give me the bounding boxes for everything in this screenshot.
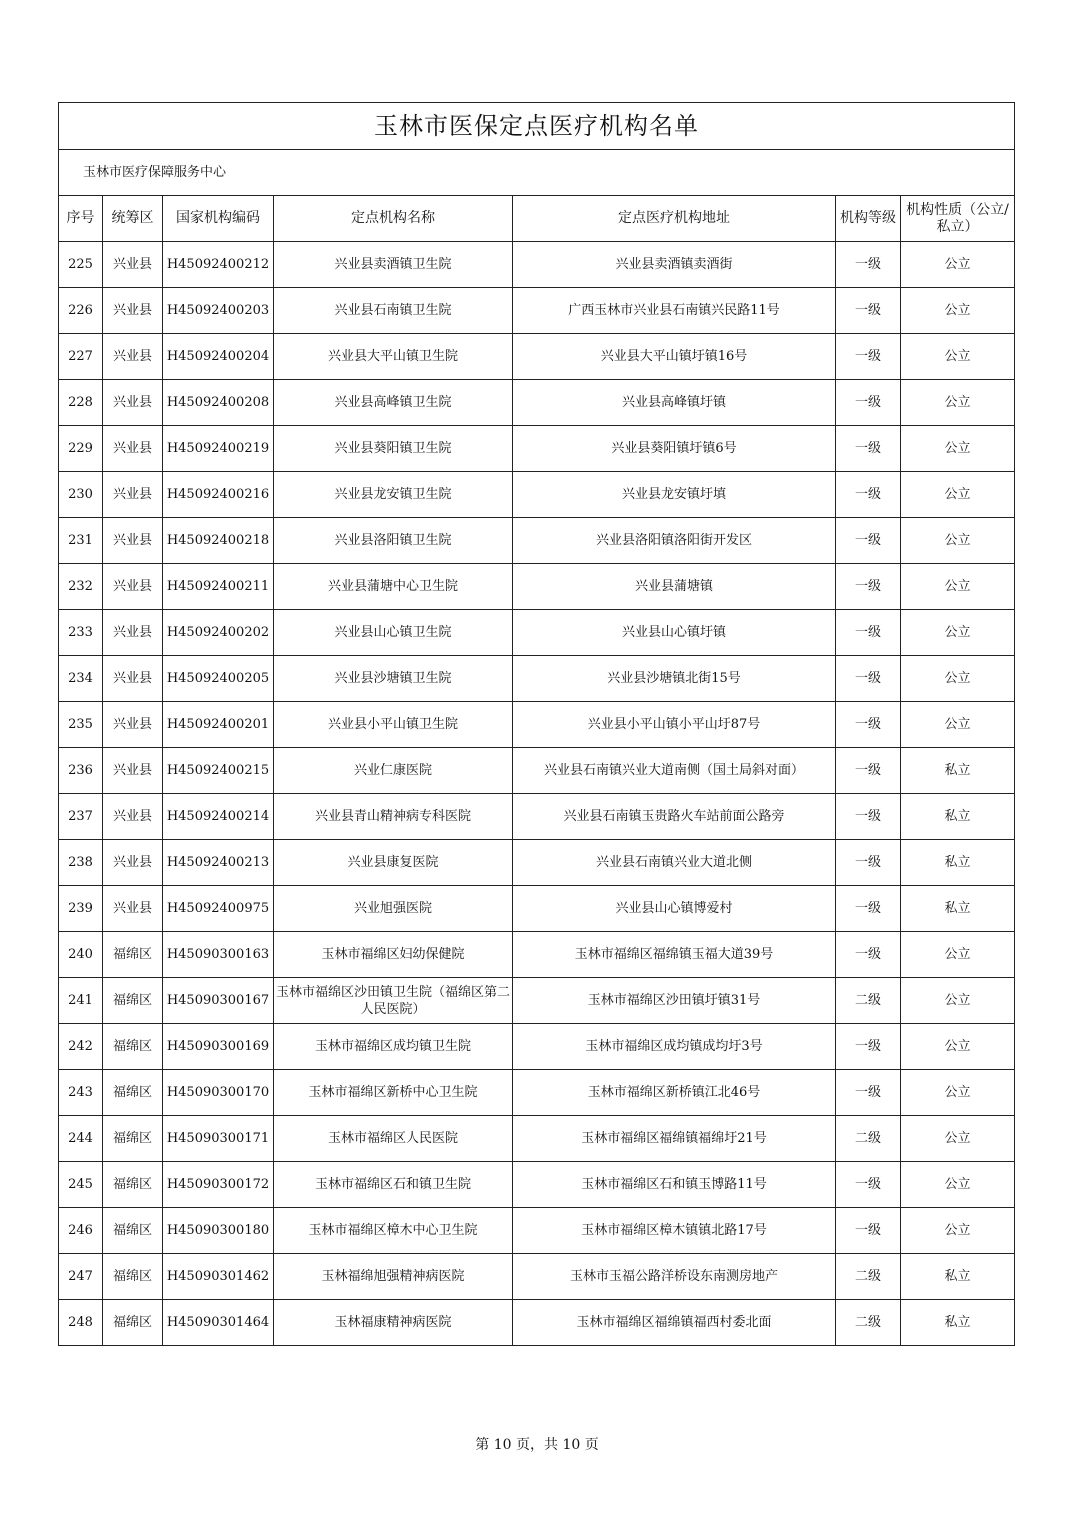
table-row bbox=[59, 1116, 1015, 1162]
table-cell: 公立 bbox=[901, 380, 1015, 426]
header-cell: 统筹区 bbox=[103, 196, 163, 242]
table-row bbox=[59, 564, 1015, 610]
table-cell: H45092400215 bbox=[163, 748, 274, 794]
table-cell: 228 bbox=[59, 380, 103, 426]
header-cell: 机构性质（公立/私立） bbox=[901, 196, 1015, 242]
table-cell: H45090300180 bbox=[163, 1208, 274, 1254]
table-cell: 兴业县山心镇博爱村 bbox=[513, 886, 836, 932]
table-cell: 一级 bbox=[836, 702, 901, 748]
table-row bbox=[59, 334, 1015, 380]
table-cell: 兴业县蒲塘镇 bbox=[513, 564, 836, 610]
table-cell: 福绵区 bbox=[103, 1300, 163, 1346]
table-row bbox=[59, 380, 1015, 426]
table-row bbox=[59, 702, 1015, 748]
table-cell: 兴业县洛阳镇洛阳街开发区 bbox=[513, 518, 836, 564]
table-cell: 兴业县小平山镇小平山圩87号 bbox=[513, 702, 836, 748]
table-cell: 兴业县 bbox=[103, 242, 163, 288]
table-row bbox=[59, 1254, 1015, 1300]
table-cell: 公立 bbox=[901, 610, 1015, 656]
table-cell: 兴业县葵阳镇圩镇6号 bbox=[513, 426, 836, 472]
table-cell: 玉林市福绵区樟木镇镇北路17号 bbox=[513, 1208, 836, 1254]
table-row bbox=[59, 610, 1015, 656]
table-cell: 238 bbox=[59, 840, 103, 886]
table-cell: 244 bbox=[59, 1116, 103, 1162]
table-cell: 一级 bbox=[836, 610, 901, 656]
table-cell: 248 bbox=[59, 1300, 103, 1346]
table-cell: 一级 bbox=[836, 380, 901, 426]
table-cell: 兴业县大平山镇卫生院 bbox=[274, 334, 513, 380]
table-cell: 229 bbox=[59, 426, 103, 472]
table-cell: H45090300163 bbox=[163, 932, 274, 978]
table-cell: 兴业县 bbox=[103, 288, 163, 334]
table-row bbox=[59, 426, 1015, 472]
table-cell: 公立 bbox=[901, 702, 1015, 748]
table-cell: 239 bbox=[59, 886, 103, 932]
table-cell: 玉林福绵旭强精神病医院 bbox=[274, 1254, 513, 1300]
table-cell: 兴业县高峰镇卫生院 bbox=[274, 380, 513, 426]
table-cell: 兴业县蒲塘中心卫生院 bbox=[274, 564, 513, 610]
table-cell: 兴业县 bbox=[103, 886, 163, 932]
table-cell: 一级 bbox=[836, 1162, 901, 1208]
table-cell: 一级 bbox=[836, 840, 901, 886]
table-cell: 公立 bbox=[901, 1024, 1015, 1070]
table-cell: 玉林市福绵区成均镇卫生院 bbox=[274, 1024, 513, 1070]
table-cell: 一级 bbox=[836, 472, 901, 518]
table-cell: 公立 bbox=[901, 334, 1015, 380]
table-cell: 兴业县沙塘镇北街15号 bbox=[513, 656, 836, 702]
table-cell: 243 bbox=[59, 1070, 103, 1116]
table-cell: 兴业县山心镇圩镇 bbox=[513, 610, 836, 656]
table-cell: 兴业县 bbox=[103, 794, 163, 840]
table-row bbox=[59, 978, 1015, 1024]
table-cell: 兴业县山心镇卫生院 bbox=[274, 610, 513, 656]
table-cell: 私立 bbox=[901, 794, 1015, 840]
table-cell: 玉林市福绵区新桥镇江北46号 bbox=[513, 1070, 836, 1116]
table-cell: 兴业县青山精神病专科医院 bbox=[274, 794, 513, 840]
table-row bbox=[59, 1208, 1015, 1254]
header-cell: 机构等级 bbox=[836, 196, 901, 242]
table-row bbox=[59, 840, 1015, 886]
table-cell: 公立 bbox=[901, 242, 1015, 288]
table-cell: H45092400213 bbox=[163, 840, 274, 886]
table-cell: H45090300169 bbox=[163, 1024, 274, 1070]
table-cell: 兴业县 bbox=[103, 748, 163, 794]
org-name: 玉林市医疗保障服务中心 bbox=[59, 150, 1015, 196]
table-row bbox=[59, 1024, 1015, 1070]
table-cell: 玉林市福绵区沙田镇卫生院（福绵区第二人民医院） bbox=[274, 978, 513, 1024]
table-cell: 兴业县大平山镇圩镇16号 bbox=[513, 334, 836, 380]
table-cell: 兴业县卖酒镇卫生院 bbox=[274, 242, 513, 288]
table-cell: 兴业县龙安镇圩填 bbox=[513, 472, 836, 518]
table-cell: H45092400205 bbox=[163, 656, 274, 702]
table-cell: H45090301462 bbox=[163, 1254, 274, 1300]
table-cell: 私立 bbox=[901, 748, 1015, 794]
table-cell: 福绵区 bbox=[103, 1070, 163, 1116]
table-cell: 兴业县 bbox=[103, 840, 163, 886]
table-cell: 227 bbox=[59, 334, 103, 380]
table-cell: 兴业县小平山镇卫生院 bbox=[274, 702, 513, 748]
table-cell: 福绵区 bbox=[103, 1024, 163, 1070]
table-cell: 私立 bbox=[901, 1300, 1015, 1346]
table-cell: 福绵区 bbox=[103, 1208, 163, 1254]
table-cell: 一级 bbox=[836, 426, 901, 472]
page-footer: 第 10 页，共 10 页 bbox=[475, 1437, 599, 1453]
table-row bbox=[59, 288, 1015, 334]
table-cell: 一级 bbox=[836, 334, 901, 380]
table-cell: 兴业县石南镇兴业大道北侧 bbox=[513, 840, 836, 886]
table-cell: 兴业县 bbox=[103, 472, 163, 518]
table-cell: 公立 bbox=[901, 472, 1015, 518]
table-cell: H45090301464 bbox=[163, 1300, 274, 1346]
table-cell: 一级 bbox=[836, 932, 901, 978]
table-row bbox=[59, 1070, 1015, 1116]
table-cell: 一级 bbox=[836, 564, 901, 610]
table-cell: 一级 bbox=[836, 1208, 901, 1254]
table-cell: 234 bbox=[59, 656, 103, 702]
table-row bbox=[59, 518, 1015, 564]
table-cell: H45090300172 bbox=[163, 1162, 274, 1208]
table-cell: 私立 bbox=[901, 1254, 1015, 1300]
header-cell: 定点机构名称 bbox=[274, 196, 513, 242]
table-cell: 兴业县 bbox=[103, 426, 163, 472]
table-cell: H45092400216 bbox=[163, 472, 274, 518]
table-cell: H45092400218 bbox=[163, 518, 274, 564]
table-cell: 玉林市福绵区沙田镇圩镇31号 bbox=[513, 978, 836, 1024]
header-cell: 国家机构编码 bbox=[163, 196, 274, 242]
table-cell: 237 bbox=[59, 794, 103, 840]
institution-table bbox=[58, 102, 1015, 1346]
table-cell: 玉林市福绵区樟木中心卫生院 bbox=[274, 1208, 513, 1254]
table-cell: 225 bbox=[59, 242, 103, 288]
page-title: 玉林市医保定点医疗机构名单 bbox=[59, 103, 1015, 150]
table-cell: 一级 bbox=[836, 288, 901, 334]
table-cell: 兴业县 bbox=[103, 656, 163, 702]
table-cell: 玉林市福绵区福绵镇福绵圩21号 bbox=[513, 1116, 836, 1162]
table-cell: 232 bbox=[59, 564, 103, 610]
table-row bbox=[59, 656, 1015, 702]
table-cell: 二级 bbox=[836, 1116, 901, 1162]
table-row bbox=[59, 886, 1015, 932]
table-cell: 235 bbox=[59, 702, 103, 748]
table-cell: 兴业县沙塘镇卫生院 bbox=[274, 656, 513, 702]
table-cell: H45092400208 bbox=[163, 380, 274, 426]
table-cell: 兴业县 bbox=[103, 564, 163, 610]
table-cell: 一级 bbox=[836, 886, 901, 932]
table-cell: H45092400212 bbox=[163, 242, 274, 288]
table-cell: H45090300170 bbox=[163, 1070, 274, 1116]
table-cell: 玉林市福绵区石和镇卫生院 bbox=[274, 1162, 513, 1208]
table-cell: 兴业县石南镇卫生院 bbox=[274, 288, 513, 334]
table-cell: 兴业县高峰镇圩镇 bbox=[513, 380, 836, 426]
table-row bbox=[59, 748, 1015, 794]
table-cell: H45092400201 bbox=[163, 702, 274, 748]
table-cell: 兴业县石南镇兴业大道南侧（国土局斜对面） bbox=[513, 748, 836, 794]
table-cell: 玉林市福绵区妇幼保健院 bbox=[274, 932, 513, 978]
header-cell: 定点医疗机构地址 bbox=[513, 196, 836, 242]
table-cell: 二级 bbox=[836, 978, 901, 1024]
table-cell: 福绵区 bbox=[103, 978, 163, 1024]
table-cell: 玉林市玉福公路洋桥设东南测房地产 bbox=[513, 1254, 836, 1300]
table-cell: H45090300167 bbox=[163, 978, 274, 1024]
table-cell: 兴业县 bbox=[103, 610, 163, 656]
table-cell: 公立 bbox=[901, 564, 1015, 610]
table-cell: 兴业县龙安镇卫生院 bbox=[274, 472, 513, 518]
table-cell: 玉林福康精神病医院 bbox=[274, 1300, 513, 1346]
table-cell: H45092400203 bbox=[163, 288, 274, 334]
table-cell: H45092400204 bbox=[163, 334, 274, 380]
table-cell: 福绵区 bbox=[103, 1116, 163, 1162]
table-cell: 玉林市福绵区福绵镇福西村委北面 bbox=[513, 1300, 836, 1346]
table-cell: 玉林市福绵区新桥中心卫生院 bbox=[274, 1070, 513, 1116]
table-cell: 公立 bbox=[901, 1116, 1015, 1162]
table-cell: 二级 bbox=[836, 1300, 901, 1346]
table-cell: 福绵区 bbox=[103, 1162, 163, 1208]
table-cell: 233 bbox=[59, 610, 103, 656]
table-cell: 245 bbox=[59, 1162, 103, 1208]
table-cell: 兴业县石南镇玉贵路火车站前面公路旁 bbox=[513, 794, 836, 840]
table-row bbox=[59, 794, 1015, 840]
table-cell: 公立 bbox=[901, 426, 1015, 472]
table-cell: 玉林市福绵区福绵镇玉福大道39号 bbox=[513, 932, 836, 978]
table-cell: H45092400219 bbox=[163, 426, 274, 472]
table-cell: H45092400202 bbox=[163, 610, 274, 656]
table-cell: 一级 bbox=[836, 242, 901, 288]
table-cell: 玉林市福绵区成均镇成均圩3号 bbox=[513, 1024, 836, 1070]
table-cell: 私立 bbox=[901, 886, 1015, 932]
table-cell: 兴业县 bbox=[103, 380, 163, 426]
table-cell: 兴业县 bbox=[103, 518, 163, 564]
table-row bbox=[59, 472, 1015, 518]
table-row bbox=[59, 242, 1015, 288]
table-cell: 一级 bbox=[836, 656, 901, 702]
table-cell: 公立 bbox=[901, 288, 1015, 334]
table-cell: H45092400975 bbox=[163, 886, 274, 932]
header-row bbox=[59, 196, 1015, 242]
table-cell: 私立 bbox=[901, 840, 1015, 886]
table-row bbox=[59, 1162, 1015, 1208]
table-cell: 兴业县康复医院 bbox=[274, 840, 513, 886]
table-cell: H45090300171 bbox=[163, 1116, 274, 1162]
table-cell: 247 bbox=[59, 1254, 103, 1300]
table-cell: 241 bbox=[59, 978, 103, 1024]
table-cell: 246 bbox=[59, 1208, 103, 1254]
table-cell: 玉林市福绵区人民医院 bbox=[274, 1116, 513, 1162]
table-cell: 公立 bbox=[901, 932, 1015, 978]
table-cell: H45092400214 bbox=[163, 794, 274, 840]
table-cell: H45092400211 bbox=[163, 564, 274, 610]
table-cell: 兴业县 bbox=[103, 702, 163, 748]
table-cell: 一级 bbox=[836, 1070, 901, 1116]
header-cell: 序号 bbox=[59, 196, 103, 242]
table-cell: 二级 bbox=[836, 1254, 901, 1300]
table-cell: 公立 bbox=[901, 656, 1015, 702]
table-cell: 兴业县 bbox=[103, 334, 163, 380]
table-cell: 兴业县卖酒镇卖酒街 bbox=[513, 242, 836, 288]
table-cell: 236 bbox=[59, 748, 103, 794]
table-cell: 公立 bbox=[901, 1070, 1015, 1116]
table-cell: 玉林市福绵区石和镇玉博路11号 bbox=[513, 1162, 836, 1208]
table-row bbox=[59, 932, 1015, 978]
table-cell: 一级 bbox=[836, 1024, 901, 1070]
table-cell: 公立 bbox=[901, 1208, 1015, 1254]
table-cell: 一级 bbox=[836, 748, 901, 794]
table-row bbox=[59, 1300, 1015, 1346]
table-cell: 公立 bbox=[901, 1162, 1015, 1208]
table-cell: 兴业仁康医院 bbox=[274, 748, 513, 794]
table-cell: 福绵区 bbox=[103, 932, 163, 978]
table-cell: 公立 bbox=[901, 518, 1015, 564]
table-cell: 兴业县洛阳镇卫生院 bbox=[274, 518, 513, 564]
table-cell: 240 bbox=[59, 932, 103, 978]
table-cell: 一级 bbox=[836, 518, 901, 564]
table-cell: 230 bbox=[59, 472, 103, 518]
table-cell: 226 bbox=[59, 288, 103, 334]
table-cell: 兴业县葵阳镇卫生院 bbox=[274, 426, 513, 472]
table-cell: 福绵区 bbox=[103, 1254, 163, 1300]
table-cell: 兴业旭强医院 bbox=[274, 886, 513, 932]
table-cell: 一级 bbox=[836, 794, 901, 840]
table-cell: 242 bbox=[59, 1024, 103, 1070]
table-cell: 231 bbox=[59, 518, 103, 564]
table-cell: 公立 bbox=[901, 978, 1015, 1024]
table-cell: 广西玉林市兴业县石南镇兴民路11号 bbox=[513, 288, 836, 334]
